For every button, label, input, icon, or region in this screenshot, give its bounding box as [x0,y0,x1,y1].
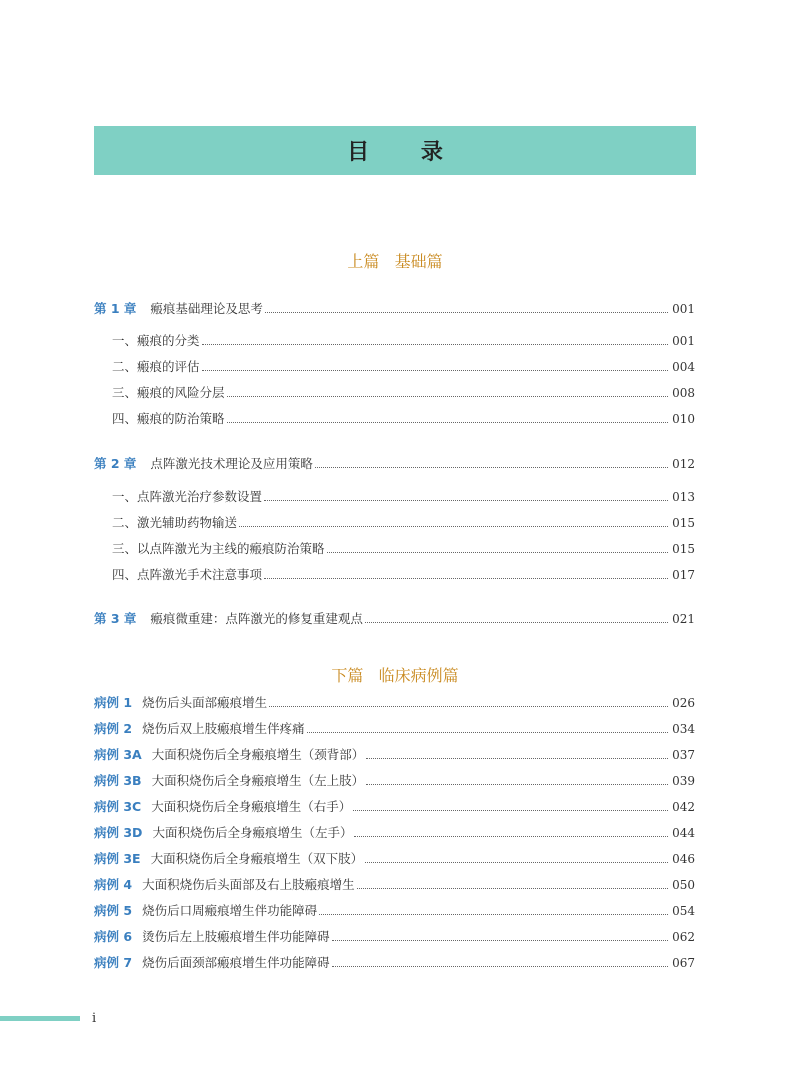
entry-page: 042 [672,800,695,814]
entry-title: 大面积烧伤后全身瘢痕增生（左上肢） [151,773,365,788]
leader-dots [239,525,668,527]
page-number: i [92,1011,97,1026]
leader-dots [265,311,668,313]
toc-entry-section[interactable] [112,566,695,584]
entry-label: 病例 7 [94,955,133,970]
toc-entry-case[interactable] [94,694,695,712]
part-heading-clinical: 下篇 临床病例篇 [331,666,459,685]
leader-dots [264,499,668,501]
entry-title: 二、瘢痕的评估 [112,359,200,374]
toc-entry-section[interactable] [112,488,695,506]
entry-title: 大面积烧伤后全身瘢痕增生（双下肢） [150,851,364,866]
entry-title: 烫伤后左上肢瘢痕增生伴功能障碍 [142,929,330,944]
entry-title: 三、瘢痕的风险分层 [112,385,225,400]
leader-dots [365,621,668,623]
entry-page: 001 [672,302,695,316]
entry-page: 004 [672,360,695,374]
entry-label: 病例 3E [94,851,141,866]
entry-page: 067 [672,956,695,970]
leader-dots [227,421,669,423]
entry-label: 病例 3A [94,747,142,762]
entry-label: 病例 5 [94,903,133,918]
entry-page: 017 [672,568,695,582]
entry-page: 046 [672,852,695,866]
entry-page: 012 [672,457,695,471]
toc-entry-chapter-3[interactable] [94,610,695,628]
leader-dots [353,809,668,811]
toc-entry-case[interactable] [94,902,695,920]
leader-dots [357,887,669,889]
leader-dots [354,835,668,837]
entry-title: 烧伤后面颈部瘢痕增生伴功能障碍 [142,955,330,970]
entry-title: 大面积烧伤后全身瘢痕增生（左手） [152,825,353,840]
entry-page: 008 [672,386,695,400]
part-heading-basic: 上篇 基础篇 [347,252,443,271]
entry-label: 第 1 章 [94,301,137,316]
entry-title: 瘢痕微重建：点阵激光的修复重建观点 [150,611,363,626]
entry-page: 044 [672,826,695,840]
toc-entry-case[interactable] [94,746,695,764]
leader-dots [327,551,669,553]
toc-entry-case[interactable] [94,720,695,738]
leader-dots [332,939,669,941]
toc-title-bar [94,126,696,175]
entry-page: 001 [672,334,695,348]
toc-entry-case[interactable] [94,850,695,868]
entry-page: 010 [672,412,695,426]
entry-title: 一、点阵激光治疗参数设置 [112,489,263,504]
entry-label: 病例 3B [94,773,142,788]
toc-entry-chapter-1[interactable] [94,300,695,318]
leader-dots [315,466,668,468]
entry-page: 015 [672,516,695,530]
toc-entry-case[interactable] [94,798,695,816]
entry-label: 病例 6 [94,929,133,944]
toc-entry-case[interactable] [94,928,695,946]
entry-title: 四、点阵激光手术注意事项 [112,567,263,582]
leader-dots [227,395,669,397]
toc-title: 目 录 [347,140,465,165]
entry-title: 烧伤后头面部瘢痕增生 [142,695,268,710]
toc-entry-case[interactable] [94,824,695,842]
leader-dots [264,577,668,579]
entry-label: 病例 1 [94,695,133,710]
toc-entry-section[interactable] [112,358,695,376]
toc-entry-section[interactable] [112,540,695,558]
footer-accent-bar [0,1016,80,1021]
entry-title: 烧伤后口周瘢痕增生伴功能障碍 [142,903,318,918]
entry-page: 062 [672,930,695,944]
entry-title: 瘢痕基础理论及思考 [150,301,263,316]
entry-title: 四、瘢痕的防治策略 [112,411,225,426]
entry-page: 013 [672,490,695,504]
leader-dots [319,913,668,915]
entry-page: 021 [672,612,695,626]
entry-page: 054 [672,904,695,918]
leader-dots [366,783,668,785]
leader-dots [307,731,669,733]
entry-page: 037 [672,748,695,762]
entry-label: 病例 4 [94,877,133,892]
entry-title: 烧伤后双上肢瘢痕增生伴疼痛 [142,721,305,736]
entry-title: 二、激光辅助药物输送 [112,515,238,530]
entry-page: 050 [672,878,695,892]
entry-title: 三、以点阵激光为主线的瘢痕防治策略 [112,541,325,556]
toc-entry-chapter-2[interactable] [94,455,695,473]
entry-page: 026 [672,696,695,710]
entry-title: 大面积烧伤后全身瘢痕增生（颈背部） [151,747,365,762]
leader-dots [202,369,669,371]
entry-label: 第 3 章 [94,611,137,626]
leader-dots [269,705,668,707]
leader-dots [366,757,668,759]
entry-title: 大面积烧伤后全身瘢痕增生（右手） [151,799,352,814]
entry-label: 病例 2 [94,721,133,736]
toc-entry-section[interactable] [112,514,695,532]
entry-page: 015 [672,542,695,556]
toc-entry-case[interactable] [94,954,695,972]
toc-entry-case[interactable] [94,772,695,790]
toc-entry-case[interactable] [94,876,695,894]
entry-label: 病例 3D [94,825,143,840]
entry-page: 034 [672,722,695,736]
entry-page: 039 [672,774,695,788]
toc-entry-section[interactable] [112,332,695,350]
entry-title: 大面积烧伤后头面部及右上肢瘢痕增生 [142,877,355,892]
entry-title: 点阵激光技术理论及应用策略 [150,456,313,471]
toc-entry-section[interactable] [112,384,695,402]
entry-title: 一、瘢痕的分类 [112,333,200,348]
entry-label: 第 2 章 [94,456,137,471]
leader-dots [202,343,669,345]
entry-label: 病例 3C [94,799,142,814]
leader-dots [332,965,669,967]
toc-entry-section[interactable] [112,410,695,428]
leader-dots [365,861,668,863]
